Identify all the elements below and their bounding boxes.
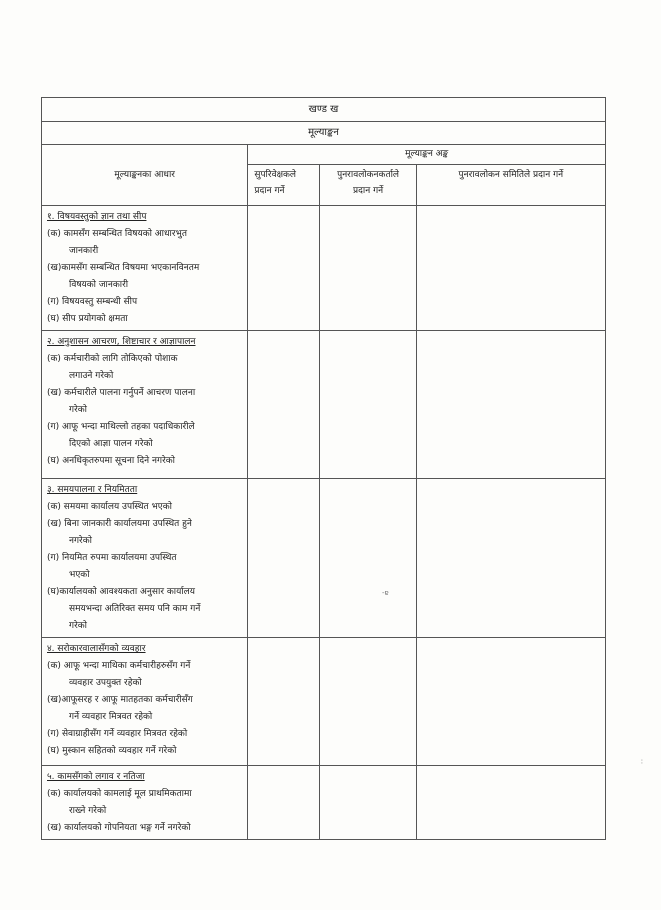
criteria-item (47, 692, 243, 726)
supervisor-score-cell[interactable] (248, 638, 320, 766)
criteria-item-line: (क) कामसँग सम्बन्धित विषयको आधारभुत (47, 229, 187, 239)
section-row (42, 331, 606, 479)
basis-header: मूल्याङ्कनका आधार (42, 145, 248, 206)
criteria-item-line: (घ)कार्यालयको आवश्यकता अनुसार कार्यालय (47, 587, 195, 597)
section-title-2: २. अनुशासन आचरण, शिष्टाचार र आज्ञापालन (47, 337, 196, 347)
section-criteria-cell (42, 206, 248, 331)
section-title: खण्ड ख (42, 98, 606, 122)
supervisor-score-cell[interactable] (248, 331, 320, 479)
evaluation-form (41, 97, 606, 840)
supervisor-column-header: सुपरिवेक्षकले प्रदान गर्ने (248, 165, 320, 206)
criteria-item (47, 311, 243, 328)
criteria-item-continuation: गर्ने व्यवहार मित्रवत रहेको (69, 712, 153, 722)
criteria-item-line: (ग) विषयवस्तु सम्बन्धी सीप (47, 297, 138, 307)
criteria-item (47, 385, 243, 419)
criteria-item (47, 658, 243, 692)
section-criteria-cell (42, 331, 248, 479)
criteria-item (47, 351, 243, 385)
criteria-item-continuation: लगाउने गरेको (69, 371, 114, 381)
committee-column-header: पुनरावलोकन समितिले प्रदान गर्ने (416, 165, 605, 206)
criteria-item-line: (घ) सीप प्रयोगको क्षमता (47, 314, 128, 324)
reviewer-score-cell[interactable] (320, 206, 416, 331)
section-row (42, 206, 606, 331)
committee-score-cell[interactable] (416, 766, 605, 840)
reviewer-score-cell[interactable] (320, 766, 416, 840)
criteria-item-line: (क) समयमा कार्यालय उपस्थित भएको (47, 502, 173, 512)
criteria-item (47, 516, 243, 550)
criteria-item (47, 453, 243, 470)
section-criteria-cell (42, 479, 248, 638)
criteria-item-line: (ग) आफू भन्दा माथिल्लो तहका पदाधिकारीले (47, 422, 195, 432)
criteria-item-line: (ख)आफूसरह र आफू मातहतका कर्मचारीसँग (47, 695, 193, 705)
criteria-item-line: (क) आफू भन्दा माथिका कर्मचारीहरुसँग गर्ने (47, 661, 191, 671)
criteria-item-line: (ग) सेवाग्राहीसँग गर्ने व्यवहार मित्रवत रहेको (47, 729, 188, 739)
criteria-item-continuation: दिएको आज्ञा पालन गरेको (69, 439, 153, 449)
section-title-5: ५. कामसँगको लगाव र नतिजा (47, 772, 145, 782)
criteria-item-continuation: गरेको (69, 405, 87, 415)
criteria-item-continuation: जानकारी (69, 246, 99, 256)
criteria-item-line: (ख) बिना जानकारी कार्यालयमा उपस्थित हुने (47, 519, 192, 529)
section-title-4: ४. सरोकारवालासँगको व्यवहार (47, 644, 146, 654)
criteria-item (47, 550, 243, 584)
reviewer-score-cell[interactable] (320, 479, 416, 638)
criteria-item-continuation: भएको (69, 570, 90, 580)
criteria-item-line: (घ) अनधिकृतरुपमा सूचना दिने नगरेको (47, 456, 175, 466)
reviewer-score-cell[interactable] (320, 638, 416, 766)
criteria-item (47, 294, 243, 311)
criteria-item (47, 226, 243, 260)
criteria-item (47, 260, 243, 294)
committee-score-cell[interactable] (416, 638, 605, 766)
section-criteria-cell (42, 638, 248, 766)
criteria-item (47, 499, 243, 516)
criteria-item-line: (ख)कामसँग सम्बन्धित विषयमा भएकानविनतम (47, 263, 200, 273)
criteria-item-line: (ख) कर्मचारीले पालना गर्नुपर्ने आचरण पालना (47, 388, 196, 398)
criteria-item (47, 584, 243, 635)
evaluation-title: मूल्याङ्कन (42, 122, 606, 145)
criteria-item-line: (ख) कार्यालयको गोपनियता भङ्ग गर्ने नगरेको (47, 823, 191, 833)
reviewer-score-cell[interactable] (320, 331, 416, 479)
supervisor-score-cell[interactable] (248, 479, 320, 638)
criteria-item-line: (घ) मुस्कान सहितको व्यवहार गर्ने गरेको (47, 746, 177, 756)
criteria-item-continuation: विषयको जानकारी (69, 280, 129, 290)
criteria-item-line: (ग) नियमित रुपमा कार्यालयमा उपस्थित (47, 553, 177, 563)
section-title-3: ३. समयपालना र नियमितता (47, 485, 138, 495)
section-row (42, 479, 606, 638)
score-header: मूल्याङ्कन अङ्क (248, 145, 606, 165)
criteria-item (47, 820, 243, 837)
section-criteria-cell (42, 766, 248, 840)
committee-score-cell[interactable] (416, 331, 605, 479)
criteria-item (47, 786, 243, 820)
section-row (42, 766, 606, 840)
criteria-item-continuation: गरेको (69, 621, 87, 631)
stray-mark: -ɐ (382, 589, 389, 597)
evaluation-table (41, 97, 606, 840)
committee-score-cell[interactable] (416, 479, 605, 638)
section-title-1: १. विषयवस्तुको ज्ञान तथा सीप (47, 212, 147, 222)
section-row (42, 638, 606, 766)
criteria-item-line: (क) कर्मचारीको लागि तोकिएको पोशाक (47, 354, 178, 364)
committee-score-cell[interactable] (416, 206, 605, 331)
criteria-item-continuation: व्यवहार उपयुक्त रहेको (69, 678, 142, 688)
criteria-item (47, 743, 243, 760)
criteria-item (47, 726, 243, 743)
sections-body (42, 206, 606, 840)
supervisor-score-cell[interactable] (248, 766, 320, 840)
criteria-item-continuation: नगरेको (69, 536, 92, 546)
reviewer-column-header: पुनरावलोकनकर्ताले प्रदान गर्ने (320, 165, 416, 206)
criteria-item-continuation: राख्ने गरेको (69, 806, 107, 816)
criteria-item-continuation: समयभन्दा अतिरिक्त समय पनि काम गर्ने (69, 604, 201, 614)
criteria-item (47, 419, 243, 453)
criteria-item-line: (क) कार्यालयको कामलाई मूल प्राथमिकतामा (47, 789, 192, 799)
supervisor-score-cell[interactable] (248, 206, 320, 331)
edge-mark: ∶ (641, 758, 643, 766)
